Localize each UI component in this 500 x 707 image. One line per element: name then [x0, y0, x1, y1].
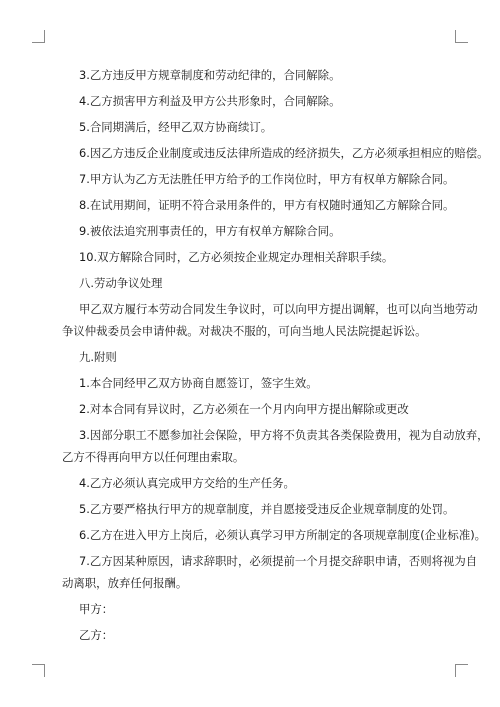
- clause-line: 6.乙方在进入甲方上岗后，必须认真学习甲方所制定的各项规章制度(企业标准)。: [79, 528, 487, 542]
- clause-line: 5.合同期满后，经甲乙双方协商续订。: [79, 120, 273, 134]
- paragraph-line: 争议仲裁委员会申请仲裁。对裁决不服的，可向当地人民法院提起诉讼。: [62, 324, 427, 338]
- clause-line: 4.乙方损害甲方利益及甲方公共形象时，合同解除。: [79, 94, 341, 108]
- signature-party-b: 乙方：: [79, 628, 114, 642]
- clause-line: 7.甲方认为乙方无法胜任甲方给予的工作岗位时，甲方有权单方解除合同。: [79, 172, 455, 186]
- crop-mark-top-right: [455, 30, 468, 43]
- clause-line: 7.乙方因某种原因，请求辞职时，必须提前一个月提交辞职申请，否则将视为自: [79, 554, 478, 568]
- paragraph-line: 甲乙双方履行本劳动合同发生争议时，可以向甲方提出调解，也可以向当地劳动: [79, 302, 478, 316]
- clause-line: 1.本合同经甲乙双方协商自愿签订，签字生效。: [79, 376, 318, 390]
- crop-mark-top-left: [32, 30, 45, 43]
- clause-line: 9.被依法追究刑事责任的，甲方有权单方解除合同。: [79, 224, 341, 238]
- clause-line: 6.因乙方违反企业制度或违反法律所造成的经济损失，乙方必须承担相应的赔偿。: [79, 146, 489, 160]
- crop-mark-bottom-right: [455, 664, 468, 677]
- section-heading: 八.劳动争议处理: [79, 276, 163, 290]
- clause-line: 4.乙方必须认真完成甲方交给的生产任务。: [79, 476, 295, 490]
- crop-mark-bottom-left: [32, 664, 45, 677]
- clause-line: 乙方不得再向甲方以任何理由索取。: [62, 450, 245, 464]
- clause-line: 8.在试用期间，证明不符合录用条件的，甲方有权随时通知乙方解除合同。: [79, 198, 455, 212]
- signature-party-a: 甲方：: [79, 602, 114, 616]
- clause-line: 2.对本合同有异议时，乙方必须在一个月内向甲方提出解除或更改: [79, 402, 409, 416]
- clause-line: 5.乙方要严格执行甲方的规章制度，并自愿接受违反企业规章制度的处罚。: [79, 502, 455, 516]
- clause-line: 10.双方解除合同时，乙方必须按企业规定办理相关辞职手续。: [79, 250, 394, 264]
- section-heading: 九.附则: [79, 350, 117, 364]
- clause-line: 动离职，放弃任何报酬。: [62, 576, 188, 590]
- clause-line: 3.乙方违反甲方规章制度和劳动纪律的，合同解除。: [79, 68, 341, 82]
- clause-line: 3.因部分职工不愿参加社会保险，甲方将不负责其各类保险费用，视为自动放弃，: [79, 428, 489, 442]
